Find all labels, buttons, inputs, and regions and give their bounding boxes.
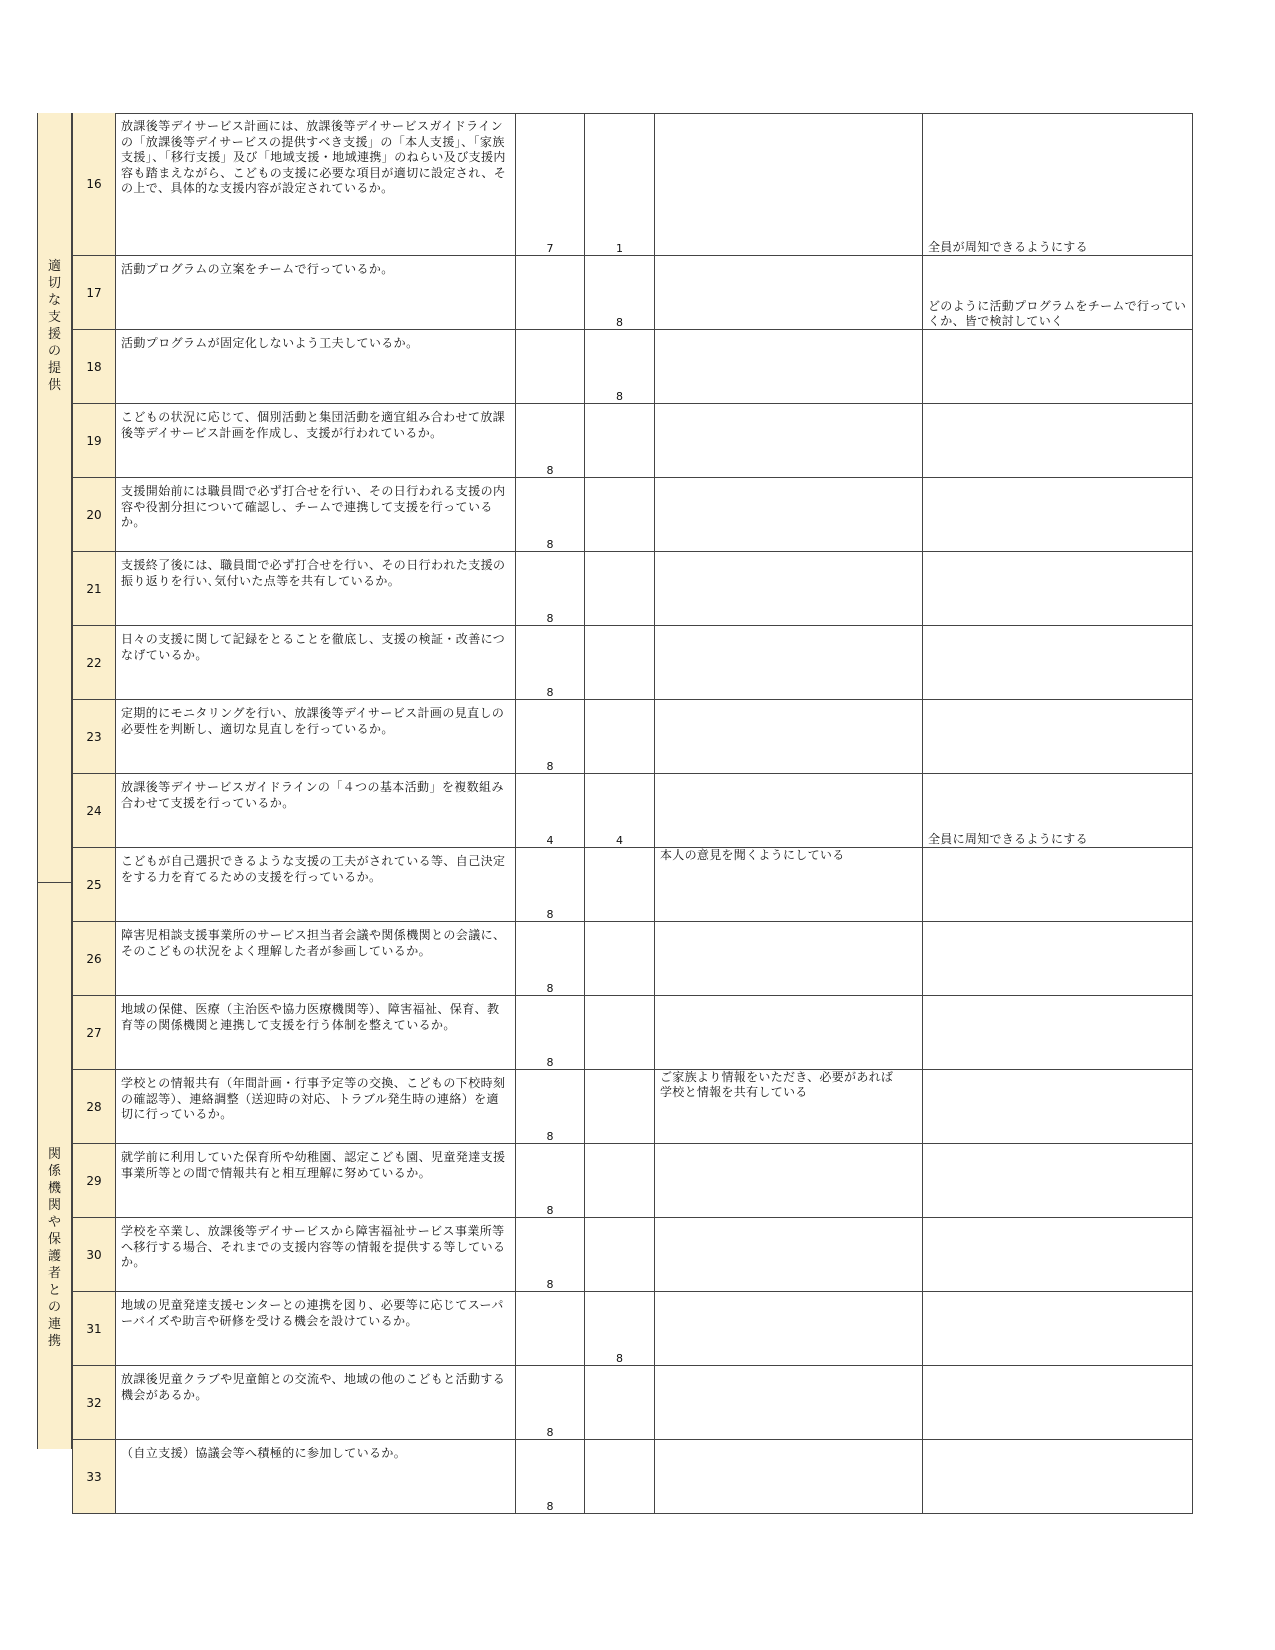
question-text: 放課後等デイサービスガイドラインの「４つの基本活動」を複数組み合わせて支援を行っているか。	[116, 774, 516, 848]
table-row	[72, 1218, 1193, 1292]
count-no-cell	[585, 774, 655, 848]
item-number: 25	[72, 848, 116, 922]
section-label: 関 係 機 関 や 保 護 者 と の 連 携	[47, 1147, 61, 1349]
count-no-cell	[585, 1440, 655, 1514]
count-yes: 8	[546, 1278, 554, 1291]
count-no-cell	[585, 1070, 655, 1144]
count-yes: 8	[546, 538, 554, 551]
improvement-cell	[923, 996, 1193, 1070]
count-yes-cell	[516, 1292, 585, 1366]
table-row	[72, 996, 1193, 1070]
comment-cell	[655, 1070, 923, 1144]
question-text: 放課後等デイサービス計画には、放課後等デイサービスガイドラインの「放課後等デイサービスの提供すべき支援」の「本人支援」、「家族支援」、「移行支援」及び「地域支援・地域連携」のねらい及び支援内容も踏まえながら、こどもの支援に必要な項目が適切に設定され、その上で、具体的な支援内容が設定されているか。	[116, 113, 516, 256]
count-yes: 8	[546, 760, 554, 773]
item-number: 24	[72, 774, 116, 848]
question-text: 活動プログラムが固定化しないよう工夫しているか。	[116, 330, 516, 404]
section-collaboration	[37, 882, 72, 1449]
count-no: 8	[616, 316, 623, 329]
count-no-cell	[585, 552, 655, 626]
count-yes-cell	[516, 1366, 585, 1440]
comment-cell	[655, 330, 923, 404]
comment-cell	[655, 1440, 923, 1514]
count-yes: 8	[546, 982, 554, 995]
count-yes-cell	[516, 700, 585, 774]
improvement-cell	[923, 1218, 1193, 1292]
count-no-cell	[585, 922, 655, 996]
comment-cell	[655, 552, 923, 626]
table-row	[72, 626, 1193, 700]
table-row	[72, 700, 1193, 774]
count-yes-cell	[516, 774, 585, 848]
item-number: 20	[72, 478, 116, 552]
table-row	[72, 1070, 1193, 1144]
count-no-cell	[585, 404, 655, 478]
count-no-cell	[585, 1366, 655, 1440]
question-text: 支援終了後には、職員間で必ず打合せを行い、その日行われた支援の振り返りを行い､気付いた点等を共有しているか。	[116, 552, 516, 626]
item-number: 19	[72, 404, 116, 478]
question-text: 放課後児童クラブや児童館との交流や、地域の他のこどもと活動する機会があるか。	[116, 1366, 516, 1440]
count-yes-cell	[516, 996, 585, 1070]
section-appropriate-support	[37, 113, 72, 882]
count-no-cell	[585, 256, 655, 330]
count-no-cell	[585, 1218, 655, 1292]
comment-cell	[655, 1144, 923, 1218]
count-yes-cell	[516, 922, 585, 996]
item-number: 33	[72, 1440, 116, 1514]
question-text: こどもが自己選択できるような支援の工夫がされている等、自己決定をする力を育てるための支援を行っているか。	[116, 848, 516, 922]
table-row	[72, 1292, 1193, 1366]
count-yes: 8	[546, 1204, 554, 1217]
count-no-cell	[585, 1292, 655, 1366]
count-yes: 8	[546, 1130, 554, 1143]
count-yes: 8	[546, 686, 554, 699]
item-number: 31	[72, 1292, 116, 1366]
count-no-cell	[585, 330, 655, 404]
question-text: 就学前に利用していた保育所や幼稚園、認定こども園、児童発達支援事業所等との間で情報共有と相互理解に努めているか。	[116, 1144, 516, 1218]
question-text: 支援開始前には職員間で必ず打合せを行い、その日行われる支援の内容や役割分担について確認し、チームで連携して支援を行っているか。	[116, 478, 516, 552]
table-row	[72, 404, 1193, 478]
item-number: 18	[72, 330, 116, 404]
comment-cell	[655, 1218, 923, 1292]
improvement-cell	[923, 922, 1193, 996]
table-row	[72, 256, 1193, 330]
improvement-cell	[923, 330, 1193, 404]
count-no-cell	[585, 996, 655, 1070]
improvement-cell	[923, 848, 1193, 922]
improvement-cell	[923, 404, 1193, 478]
improvement-cell	[923, 1366, 1193, 1440]
comment-cell	[655, 113, 923, 256]
question-text: 学校との情報共有（年間計画・行事予定等の交換、こどもの下校時刻の確認等）、連絡調整（送迎時の対応、トラブル発生時の連絡）を適切に行っているか。	[116, 1070, 516, 1144]
comment-cell	[655, 922, 923, 996]
question-text: （自立支援）協議会等へ積極的に参加しているか。	[116, 1440, 516, 1514]
count-yes: 8	[546, 1056, 554, 1069]
count-yes: 8	[546, 612, 554, 625]
count-yes-cell	[516, 626, 585, 700]
count-yes-cell	[516, 1218, 585, 1292]
comment-cell	[655, 626, 923, 700]
comment-cell	[655, 256, 923, 330]
question-text: 活動プログラムの立案をチームで行っているか。	[116, 256, 516, 330]
improvement-text: 全員に周知できるようにする	[928, 832, 1088, 846]
question-text: 障害児相談支援事業所のサービス担当者会議や関係機関との会議に、そのこどもの状況をよく理解した者が参画しているか。	[116, 922, 516, 996]
count-yes-cell	[516, 1440, 585, 1514]
question-text: こどもの状況に応じて、個別活動と集団活動を適宜組み合わせて放課後等デイサービス計画を作成し、支援が行われているか。	[116, 404, 516, 478]
count-yes: 4	[546, 834, 554, 847]
item-number: 23	[72, 700, 116, 774]
improvement-cell	[923, 478, 1193, 552]
count-no-cell	[585, 1144, 655, 1218]
table-row	[72, 1440, 1193, 1514]
section-label: 適 切 な 支 援 の 提 供	[47, 259, 61, 393]
improvement-cell	[923, 256, 1193, 330]
count-no-cell	[585, 113, 655, 256]
item-number: 17	[72, 256, 116, 330]
item-number: 26	[72, 922, 116, 996]
comment-cell	[655, 1366, 923, 1440]
comment-cell	[655, 700, 923, 774]
table-row	[72, 478, 1193, 552]
count-no-cell	[585, 848, 655, 922]
count-yes-cell	[516, 256, 585, 330]
table-row	[72, 774, 1193, 848]
table-row	[72, 552, 1193, 626]
improvement-text: どのように活動プログラムをチームで行っていくか、皆で検討していく	[928, 299, 1187, 328]
table-row	[72, 330, 1193, 404]
count-no: 8	[616, 390, 623, 403]
improvement-cell	[923, 1070, 1193, 1144]
improvement-cell	[923, 1440, 1193, 1514]
count-yes: 8	[546, 1500, 554, 1513]
improvement-cell	[923, 552, 1193, 626]
item-number: 28	[72, 1070, 116, 1144]
question-text: 日々の支援に関して記録をとることを徹底し、支援の検証・改善につなげているか。	[116, 626, 516, 700]
comment-cell	[655, 404, 923, 478]
item-number: 16	[72, 113, 116, 256]
count-no: 4	[616, 834, 623, 847]
comment-cell	[655, 478, 923, 552]
count-yes-cell	[516, 848, 585, 922]
item-number: 29	[72, 1144, 116, 1218]
improvement-cell	[923, 626, 1193, 700]
comment-cell	[655, 996, 923, 1070]
question-text: 地域の保健、医療（主治医や協力医療機関等）、障害福祉、保育、教育等の関係機関と連携して支援を行う体制を整えているか。	[116, 996, 516, 1070]
count-yes-cell	[516, 478, 585, 552]
item-number: 32	[72, 1366, 116, 1440]
count-yes: 7	[546, 242, 554, 255]
item-number: 21	[72, 552, 116, 626]
count-yes: 8	[546, 908, 554, 921]
count-no: 1	[616, 242, 623, 255]
improvement-cell	[923, 774, 1193, 848]
count-yes-cell	[516, 330, 585, 404]
table-row	[72, 1144, 1193, 1218]
question-text: 学校を卒業し、放課後等デイサービスから障害福祉サービス事業所等へ移行する場合、それまでの支援内容等の情報を提供する等しているか。	[116, 1218, 516, 1292]
count-no-cell	[585, 700, 655, 774]
comment-cell	[655, 1292, 923, 1366]
question-text: 地域の児童発達支援センターとの連携を図り、必要等に応じてスーパーバイズや助言や研修を受ける機会を設けているか。	[116, 1292, 516, 1366]
item-number: 27	[72, 996, 116, 1070]
count-no-cell	[585, 626, 655, 700]
count-yes-cell	[516, 1070, 585, 1144]
count-yes-cell	[516, 404, 585, 478]
table-row	[72, 848, 1193, 922]
table-row	[72, 1366, 1193, 1440]
count-yes: 8	[546, 464, 554, 477]
count-yes-cell	[516, 113, 585, 256]
count-yes: 8	[546, 1426, 554, 1439]
comment-cell	[655, 774, 923, 848]
comment-cell	[655, 848, 923, 922]
improvement-text: 全員が周知できるようにする	[928, 240, 1088, 254]
improvement-cell	[923, 1292, 1193, 1366]
comment-text: ご家族より情報をいただき、必要があれば 学校と情報を共有している	[660, 1070, 894, 1099]
count-yes-cell	[516, 552, 585, 626]
count-yes-cell	[516, 1144, 585, 1218]
improvement-cell	[923, 1144, 1193, 1218]
count-no: 8	[616, 1352, 623, 1365]
improvement-cell	[923, 113, 1193, 256]
count-no-cell	[585, 478, 655, 552]
table-row	[72, 113, 1193, 256]
question-text: 定期的にモニタリングを行い、放課後等デイサービス計画の見直しの必要性を判断し、適切な見直しを行っているか。	[116, 700, 516, 774]
table-row	[72, 922, 1193, 996]
comment-text: 本人の意見を聞くようにしている	[660, 848, 845, 862]
improvement-cell	[923, 700, 1193, 774]
item-number: 30	[72, 1218, 116, 1292]
item-number: 22	[72, 626, 116, 700]
